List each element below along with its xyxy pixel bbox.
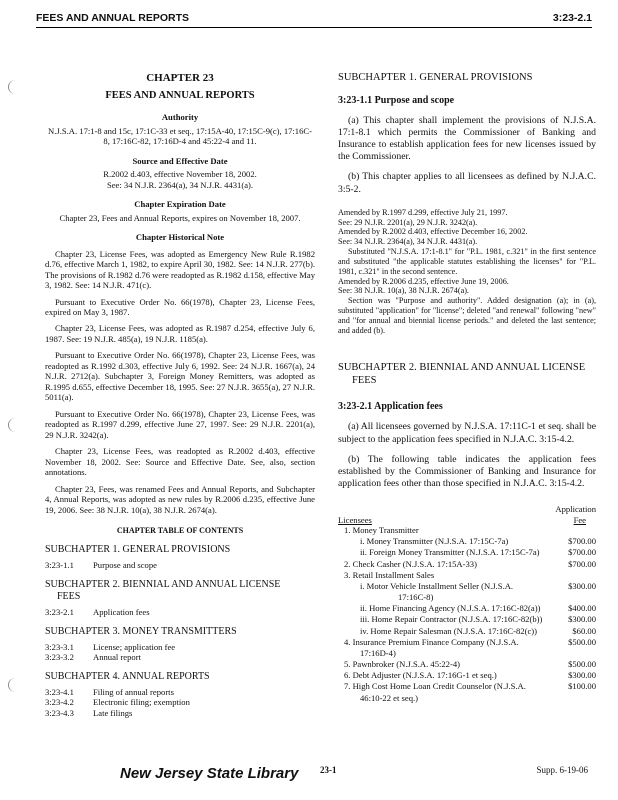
toc-subchapter [45,579,315,603]
fee-licensee: 7. High Cost Home Loan Credit Counselor (N.J.S.A. [344,681,526,692]
fee-table [338,525,596,704]
fee-row [338,637,596,648]
historical-note: Pursuant to Executive Order No. 66(1978), Chapter 23, License Fees, expired on May 3, 1987. [45,296,315,317]
fee-licensee: 17:16C-8) [398,592,434,603]
toc-entry[interactable] [45,642,315,652]
toc-entry-title: Application fees [93,607,150,618]
fee-licensee: i. Motor Vehicle Installment Seller (N.J.S.A. [360,580,514,591]
historical-note: Chapter 23, License Fees, was adopted as Emergency New Rule R.1982 d.76, effective March 1, 1982, to expire April 30, 1982. See: 14 N.J.R. 277(b). The provisions of R.1982 d.76 were readopted as R.1982 d.158, effective May 3, 1982. See: 14 N.J.R. 471(c). [45,248,316,291]
authority-heading: Authority [161,112,199,123]
fee-amount [554,570,596,581]
toc-entry[interactable] [45,652,315,662]
toc-subchapter-title: SUBCHAPTER 1. GENERAL PROVISIONS [45,543,231,555]
historical-note: Pursuant to Executive Order No. 66(1978), Chapter 23, License Fees, was readopted as R.1992 d.303, effective July 6, 1992. See: 24 N.J.R. 1667(a), 24 N.J.R. 2712(a). Subchapter 3, Foreign Money Remitters, was adopted as R.1995 d.655, effective December 18, 1995. See: 27 N.J.R. 3655(a), 27 N.J.R. 5011(a). [45,350,315,403]
historical-notes [45,249,315,516]
fee-amount: $700.00 [568,547,596,558]
toc-subchapter-title: SUBCHAPTER 4. ANNUAL REPORTS [45,670,210,682]
punch-hole-mark [8,678,23,692]
historical-note: Pursuant to Executive Order No. 66(1978), Chapter 23, License Fees, was readopted as R.1997 d.299, effective June 27, 1997. See: 29 N.J.R. 2201(a), 29 N.J.R. 3242(a). [45,408,315,440]
toc-subchapter-title: SUBCHAPTER 2. BIENNIAL AND ANNUAL LICENSE [45,578,281,590]
toc-entry[interactable] [45,607,315,617]
library-stamp: New Jersey State Library [120,765,299,782]
fee-amount: $100.00 [568,681,596,692]
fee-licensee: iii. Home Repair Contractor (N.J.S.A. 17:16C-82(b)) [360,614,543,625]
expiration-heading: Chapter Expiration Date [134,199,226,210]
punch-hole-mark [8,80,23,94]
fee-row [338,614,596,625]
fee-row [338,648,596,659]
page-footer [0,763,618,789]
amendment-line: Amended by R.1997 d.299, effective July 21, 1997. [338,207,508,217]
toc-entry-number: 3:23-1.1 [45,560,74,571]
section-1-1-a: (a) This chapter shall implement the provisions of N.J.S.A. 17:1-8.1 which permits the Commissioner of Banking and Insurance to establish application fees for new licenses issued by the Commissioner. [338,114,596,163]
fee-row [338,603,596,614]
fee-licensee: iv. Home Repair Salesman (N.J.S.A. 17:16C-82(c)) [360,625,538,636]
toc-entry[interactable] [45,560,315,570]
amendment-line: See: 29 N.J.R. 2201(a), 29 N.J.R. 3242(a). [338,217,478,227]
fee-amount [554,648,596,659]
fee-licensee: i. Money Transmitter (N.J.S.A. 17:15C-7a) [360,536,509,547]
fee-amount: $300.00 [568,580,596,591]
toc-entry-number: 3:23-3.2 [45,652,74,663]
fee-licensee: ii. Foreign Money Transmitter (N.J.S.A. 17:15C-7a) [360,547,540,558]
left-column [45,72,315,718]
source-ref: See: 34 N.J.R. 2364(a), 34 N.J.R. 4431(a). [106,179,254,190]
chapter-number: CHAPTER 23 [146,72,214,84]
toc-entry-number: 3:23-2.1 [45,607,74,618]
historical-note: Chapter 23, License Fees, was adopted as R.1987 d.254, effective July 6, 1987. See: 19 N.J.R. 485(a), 19 N.J.R. 1185(a). [45,323,315,344]
fee-licensee: 1. Money Transmitter [344,525,419,536]
amendment-line: Section was "Purpose and authority". Added designation (a); in (a), substituted "application" for "license"; deleted "and renewal" following "new" and "for annual and biennial license periods." and deleted the last sentence; and added (b). [338,296,596,335]
fee-row [338,659,596,670]
header-title: FEES AND ANNUAL REPORTS [36,12,190,24]
fee-licensee: 4. Insurance Premium Finance Company (N.J.S.A. [344,636,519,647]
historical-note: Chapter 23, License Fees, was readopted as R.2002 d.403, effective November 18, 2002. See: Source and Effective Date. See, also, section annotations. [45,446,315,478]
fee-amount: $400.00 [568,603,596,614]
punch-hole-mark [8,418,23,432]
fee-licensee: ii. Home Financing Agency (N.J.S.A. 17:16C-82(a)) [360,603,541,614]
fee-amount [554,592,596,603]
amendment-line: See: 38 N.J.R. 10(a), 38 N.J.R. 2674(a). [338,286,469,296]
running-header [36,6,592,28]
table-of-contents [45,544,315,718]
right-column [338,72,596,704]
fee-row [338,525,596,536]
fee-licensee: 46:10-22 et seq.) [360,692,418,703]
fee-amount: $700.00 [568,558,596,569]
amendment-line: See: 34 N.J.R. 2364(a), 34 N.J.R. 4431(a). [338,237,478,247]
toc-subchapter [45,671,315,683]
source-text: R.2002 d.403, effective November 18, 2002. [103,169,257,180]
fee-amount: $300.00 [568,670,596,681]
toc-entry-title: Filing of annual reports [93,686,174,697]
fee-row [338,547,596,558]
fee-column-label-top: Application [555,504,596,515]
fee-licensee: 6. Debt Adjuster (N.J.S.A. 17:16G-1 et seq.) [344,670,497,681]
fee-row [338,670,596,681]
fee-licensee: 3. Retail Installment Sales [344,569,435,580]
history-heading: Chapter Historical Note [135,232,225,243]
toc-subchapter [45,544,315,556]
toc-heading: CHAPTER TABLE OF CONTENTS [116,526,244,536]
fee-amount: $60.00 [572,625,596,636]
fee-amount: $300.00 [568,614,596,625]
fee-row [338,693,596,704]
toc-entry[interactable] [45,687,315,697]
fee-row [338,536,596,547]
supplement-date: Supp. 6-19-06 [536,765,588,775]
toc-entry-number: 3:23-4.3 [45,707,74,718]
fee-table-header [338,515,596,525]
expiration-text: Chapter 23, Fees and Annual Reports, expires on November 18, 2007. [59,212,301,223]
fee-row [338,626,596,637]
fee-amount: $500.00 [568,636,596,647]
fee-amount [554,525,596,536]
fee-row [338,581,596,592]
toc-subchapter-title-cont: FEES [57,590,81,602]
toc-entry-title: License; application fee [93,641,176,652]
fee-amount [554,693,596,704]
toc-subchapter [45,626,315,638]
toc-entry[interactable] [45,697,315,707]
amendment-line: Substituted "N.J.S.A. 17:1-8.1" for "P.L. 1981, c.321" in the first sentence and substituted "the applicable statutes establishing the licenses" for "P.L. 1981, c.321" in the second sentence. [338,247,596,276]
toc-entry-title: Electronic filing; exemption [93,697,190,708]
toc-entry-number: 3:23-3.1 [45,641,74,652]
section-2-1-a: (a) All licensees governed by N.J.S.A. 17:11C-1 et seq. shall be subject to the application fees specified in N.J.A.C. 3:15-4.2. [338,421,596,445]
licensees-column-label: Licensees [338,514,372,525]
fee-row [338,559,596,570]
toc-entry-number: 3:23-4.2 [45,697,74,708]
fee-licensee: 5. Pawnbroker (N.J.S.A. 45:22-4) [344,659,461,670]
source-heading: Source and Effective Date [132,155,228,166]
toc-subchapter-title: SUBCHAPTER 3. MONEY TRANSMITTERS [45,625,237,637]
fee-amount: $700.00 [568,536,596,547]
toc-entry-title: Late filings [93,707,133,718]
page-number: 23-1 [320,765,337,775]
chapter-title: FEES AND ANNUAL REPORTS [105,90,255,102]
historical-note: Chapter 23, Fees, was renamed Fees and Annual Reports, and Subchapter 4, Annual Reports, was adopted as new rules by R.2006 d.235, effective June 19, 2006. See: 38 N.J.R. 10(a), 38 N.J.R. 2674(a). [45,483,315,515]
subchapter-2-heading: SUBCHAPTER 2. BIENNIAL AND ANNUAL LICENSE [338,361,586,373]
subchapter-1-heading: SUBCHAPTER 1. GENERAL PROVISIONS [338,72,533,83]
section-2-1-heading: 3:23-2.1 Application fees [338,401,443,413]
fee-licensee: 17:16D-4) [360,647,396,658]
section-2-1-b: (b) The following table indicates the application fees established by the Commissioner of Banking and Insurance for application fees other than those specified in N.J.A.C. 3:15-4.2. [338,453,596,489]
fee-amount: $500.00 [568,659,596,670]
authority-text: N.J.S.A. 17:1-8 and 15c, 17:1C-33 et seq., 17:15A-40, 17:15C-9(c), 17:16C-8, 17:16C-82, 17:16D-4 and 45:22-4 and 11. [48,125,312,147]
fee-column-label: Fee [573,514,586,525]
fee-licensee: 2. Check Casher (N.J.S.A. 17:15A-33) [344,558,477,569]
section-1-1-heading: 3:23-1.1 Purpose and scope [338,94,455,106]
toc-entry-title: Purpose and scope [93,560,157,571]
toc-entry[interactable] [45,708,315,718]
fee-row [338,570,596,581]
fee-row [338,681,596,692]
amendment-line: Amended by R.2006 d.235, effective June 19, 2006. [338,276,509,286]
toc-entry-title: Annual report [93,652,141,663]
amendment-line: Amended by R.2002 d.403, effective December 16, 2002. [338,227,528,237]
section-1-1-b: (b) This chapter applies to all licensees as defined by N.J.A.C. 3:5-2. [338,171,596,195]
header-section: 3:23-2.1 [552,12,592,24]
amendment-notes [338,208,596,336]
toc-entry-number: 3:23-4.1 [45,686,74,697]
subchapter-2-heading-cont: FEES [352,374,377,386]
fee-row [338,592,596,603]
